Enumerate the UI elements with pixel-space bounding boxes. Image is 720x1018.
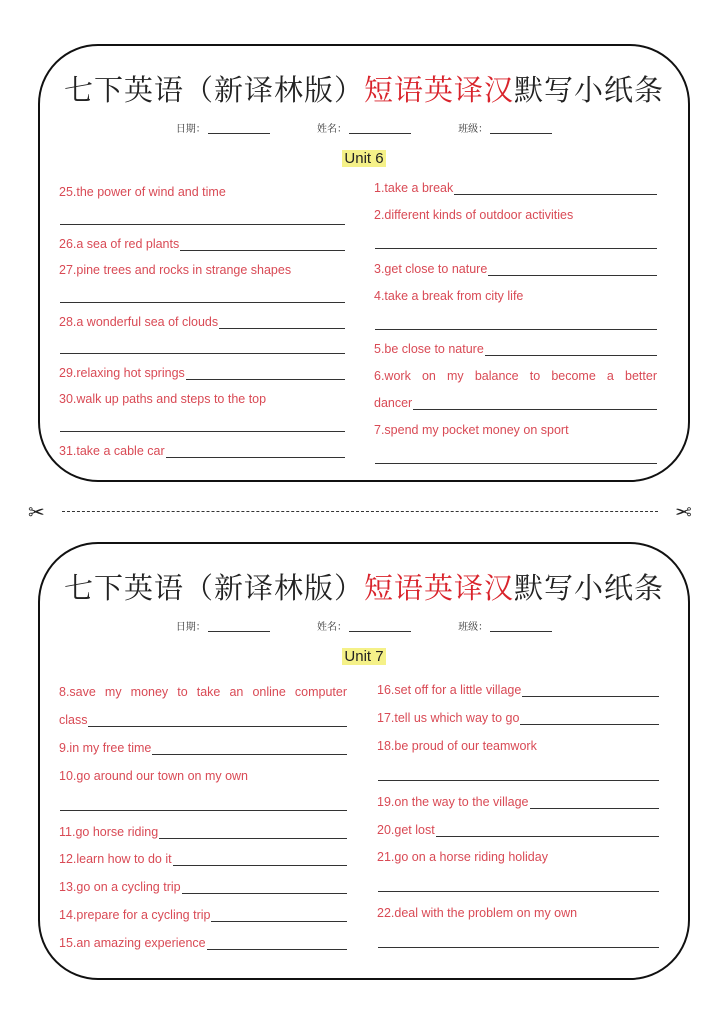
- phrase-item: [377, 736, 659, 756]
- name-field[interactable]: 姓名：: [317, 120, 411, 135]
- answer-blank[interactable]: [436, 836, 659, 837]
- name-field[interactable]: 姓名：: [317, 618, 411, 633]
- phrase-text: 13.go on a cycling trip: [59, 880, 181, 895]
- phrase-item[interactable]: [59, 441, 345, 461]
- answer-line[interactable]: [374, 232, 657, 252]
- phrase-text: 17.tell us which way to go: [377, 710, 520, 725]
- scissors-icon: ✂: [28, 500, 45, 524]
- phrase-text: 22.deal with the problem on my own: [377, 906, 578, 921]
- answer-blank[interactable]: [60, 810, 347, 811]
- phrase-text: class: [59, 712, 88, 727]
- phrase-text: 2.different kinds of outdoor activities: [374, 207, 574, 222]
- phrase-text: 30.walk up paths and steps to the top: [59, 392, 267, 407]
- phrase-text: 26.a sea of red plants: [59, 236, 180, 251]
- cut-line: [28, 500, 692, 524]
- answer-blank[interactable]: [207, 949, 347, 950]
- answer-blank[interactable]: [186, 379, 345, 380]
- phrase-item: [59, 182, 345, 202]
- answer-blank[interactable]: [182, 893, 347, 894]
- phrase-text: 21.go on a horse riding holiday: [377, 850, 548, 865]
- answer-line[interactable]: [59, 208, 345, 228]
- phrase-text: 1.take a break: [374, 181, 454, 195]
- class-field[interactable]: 班级：: [458, 618, 552, 633]
- answer-line[interactable]: [59, 337, 345, 357]
- answer-line[interactable]: [59, 794, 347, 814]
- answer-line[interactable]: [374, 447, 657, 467]
- info-fields: [40, 618, 688, 633]
- answer-blank[interactable]: [413, 409, 657, 410]
- phrase-item: [374, 205, 657, 225]
- answer-line[interactable]: [377, 875, 659, 895]
- phrase-text: 4.take a break from city life: [374, 288, 524, 303]
- phrase-item[interactable]: [374, 259, 657, 279]
- phrase-item[interactable]: [377, 820, 659, 840]
- answer-blank[interactable]: [378, 780, 659, 781]
- card-title: 七下英语（新译林版）短语英译汉默写小纸条: [63, 73, 665, 107]
- answer-blank[interactable]: [173, 865, 347, 866]
- info-fields: [40, 120, 688, 135]
- phrase-text: 28.a wonderful sea of clouds: [59, 314, 219, 329]
- answer-blank[interactable]: [454, 194, 657, 195]
- answer-blank[interactable]: [488, 275, 657, 276]
- answer-blank[interactable]: [520, 724, 659, 725]
- card-title: 七下英语（新译林版）短语英译汉默写小纸条: [63, 571, 665, 605]
- phrase-text: 31.take a cable car: [59, 444, 165, 458]
- answer-line[interactable]: [59, 415, 345, 435]
- answer-blank[interactable]: [88, 726, 347, 727]
- scissors-icon: ✂: [675, 500, 692, 524]
- phrase-item[interactable]: [377, 708, 659, 728]
- phrase-item: [59, 682, 347, 702]
- phrase-item: [59, 389, 345, 409]
- answer-blank[interactable]: [60, 431, 345, 432]
- phrase-item: [374, 366, 657, 386]
- unit-label: Unit 7: [344, 648, 384, 665]
- phrase-item[interactable]: [59, 849, 347, 869]
- phrase-text: 3.get close to nature: [374, 261, 488, 276]
- phrase-text: 27.pine trees and rocks in strange shapes: [59, 262, 292, 277]
- phrase-item: [377, 847, 659, 867]
- phrase-text: 15.an amazing experience: [59, 936, 206, 951]
- phrase-item[interactable]: [374, 393, 657, 413]
- phrase-text: dancer: [374, 396, 413, 411]
- phrase-item[interactable]: [377, 792, 659, 812]
- phrase-text: 20.get lost: [377, 822, 435, 837]
- answer-blank[interactable]: [60, 302, 345, 303]
- phrase-item: [377, 903, 659, 923]
- answer-blank[interactable]: [522, 696, 659, 697]
- phrase-text: 7.spend my pocket money on sport: [374, 423, 569, 438]
- answer-blank[interactable]: [375, 463, 657, 464]
- phrase-item[interactable]: [59, 312, 345, 332]
- phrase-text: 12.learn how to do it: [59, 852, 172, 867]
- phrase-text: 16.set off for a little village: [377, 683, 522, 697]
- answer-blank[interactable]: [211, 921, 347, 922]
- phrase-item[interactable]: [59, 905, 347, 925]
- phrase-text: 5.be close to nature: [374, 342, 484, 357]
- class-field[interactable]: 班级：: [458, 120, 552, 135]
- phrase-text: 11.go horse riding: [59, 824, 159, 839]
- phrase-item[interactable]: [374, 178, 657, 198]
- phrase-item[interactable]: [374, 339, 657, 359]
- answer-blank[interactable]: [378, 947, 659, 948]
- phrase-text: 8.save my money to take an online computer: [59, 685, 347, 699]
- phrase-text: 14.prepare for a cycling trip: [59, 908, 211, 923]
- answer-blank[interactable]: [378, 891, 659, 892]
- answer-blank[interactable]: [166, 457, 345, 458]
- phrase-text: 19.on the way to the village: [377, 794, 529, 809]
- phrase-item[interactable]: [59, 363, 345, 383]
- dictation-card-unit-6: [38, 44, 690, 482]
- date-field[interactable]: 日期：: [176, 618, 270, 633]
- phrase-item: [59, 260, 345, 280]
- unit-label: Unit 6: [344, 150, 384, 167]
- phrase-item: [374, 286, 657, 306]
- answer-blank[interactable]: [60, 224, 345, 225]
- answer-blank[interactable]: [152, 754, 347, 755]
- answer-blank[interactable]: [219, 328, 345, 329]
- answer-blank[interactable]: [375, 248, 657, 249]
- answer-line[interactable]: [377, 931, 659, 951]
- phrase-item[interactable]: [59, 877, 347, 897]
- answer-line[interactable]: [374, 313, 657, 333]
- dictation-card-unit-7: [38, 542, 690, 980]
- phrase-text: 9.in my free time: [59, 740, 152, 755]
- phrase-text: 25.the power of wind and time: [59, 185, 226, 199]
- answer-blank[interactable]: [485, 355, 657, 356]
- answer-blank[interactable]: [60, 353, 345, 354]
- date-field[interactable]: 日期：: [176, 120, 270, 135]
- phrase-item[interactable]: [59, 738, 347, 758]
- answer-blank[interactable]: [159, 838, 347, 839]
- phrase-text: 6.work on my balance to become a better: [374, 369, 657, 384]
- phrase-item: [59, 766, 347, 786]
- phrase-text: 18.be proud of our teamwork: [377, 738, 537, 753]
- phrase-text: 10.go around our town on my own: [59, 768, 249, 783]
- phrase-item: [374, 420, 657, 440]
- answer-blank[interactable]: [530, 808, 660, 809]
- answer-line[interactable]: [59, 286, 345, 306]
- answer-line[interactable]: [377, 764, 659, 784]
- phrase-item[interactable]: [59, 234, 345, 254]
- answer-blank[interactable]: [180, 250, 345, 251]
- phrase-item[interactable]: [59, 933, 347, 953]
- phrase-text: 29.relaxing hot springs: [59, 366, 185, 381]
- phrase-item[interactable]: [377, 680, 659, 700]
- phrase-item[interactable]: [59, 710, 347, 730]
- phrase-item[interactable]: [59, 822, 347, 842]
- answer-blank[interactable]: [375, 329, 657, 330]
